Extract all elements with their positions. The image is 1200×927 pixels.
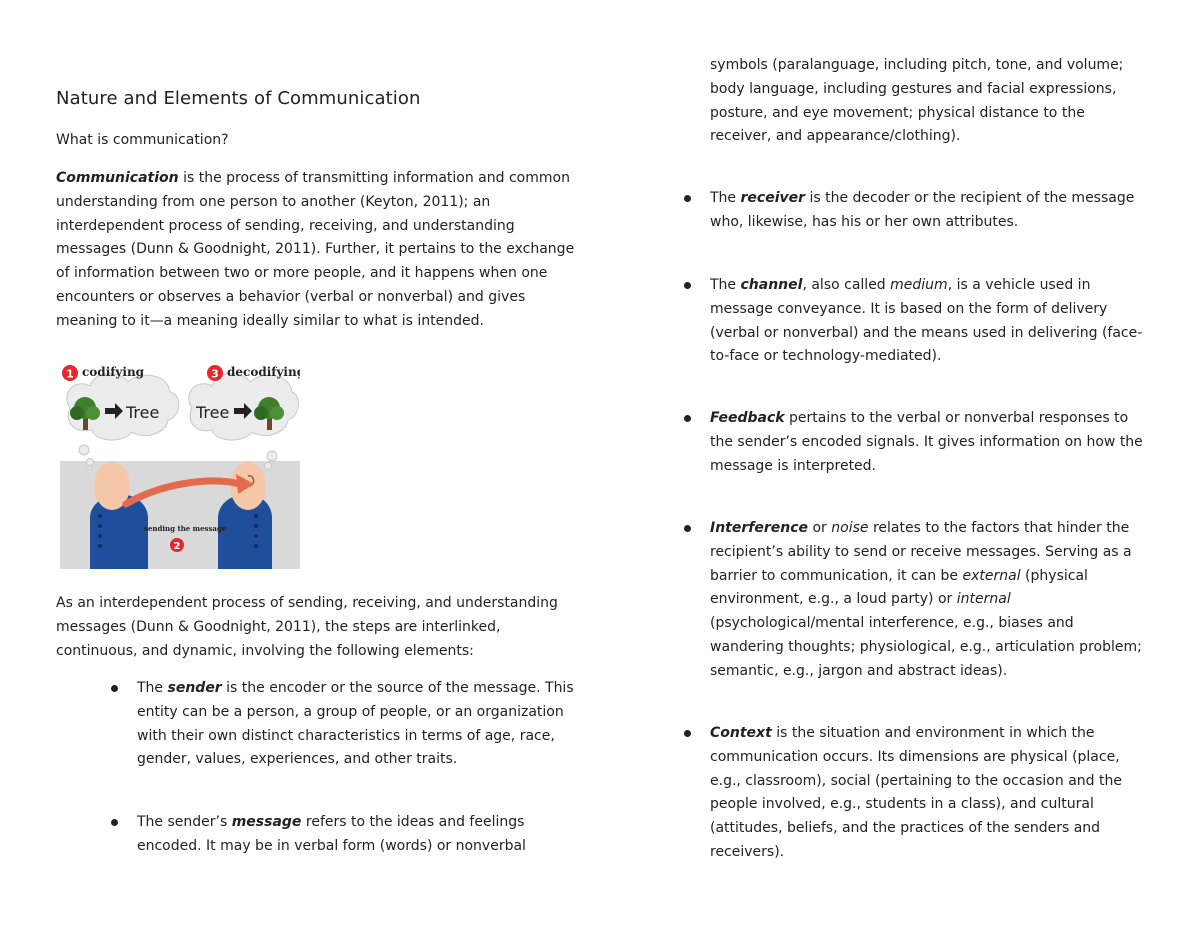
- term-message: message: [231, 814, 302, 830]
- term-channel: channel: [740, 277, 803, 293]
- term-context: Context: [710, 725, 772, 741]
- list-item-feedback: Feedback pertains to the verbal or nonverbal responses to the sender’s encoded signals. It gives information on how the message is interpreted.: [710, 407, 1150, 478]
- intro-paragraph: Communication is the process of transmitting information and common understanding from one person to another (Keyton, 2011); an interdependent process of sending, receiving, and understanding messages (Dunn & Goodnight, 2011). Further, it pertains to the exchange of information between two or more people, and it happens when one encounters or observes a behavior (verbal or nonverbal) and gives meaning to it—a meaning ideally similar to what is intended.: [56, 170, 575, 329]
- list-item-receiver: The receiver is the decoder or the recipient of the message who, likewise, has his or her own attributes.: [710, 187, 1150, 235]
- term-sender: sender: [167, 680, 222, 696]
- communication-diagram: [60, 358, 300, 570]
- term-feedback: Feedback: [710, 410, 785, 426]
- elements-paragraph: As an interdependent process of sending, receiving, and understanding messages (Dunn & Goodnight, 2011), the steps are interlinked, continuous, and dynamic, involving the following elements:: [56, 595, 558, 659]
- svg-text:3: 3: [211, 367, 219, 381]
- right-bubble-word: Tree: [196, 403, 230, 422]
- page-title: Nature and Elements of Communication: [56, 88, 421, 109]
- communication-process-figure: [60, 358, 300, 570]
- section-question: What is communication?: [56, 132, 229, 148]
- bullet-icon: [684, 525, 691, 532]
- term-interference: Interference: [710, 520, 809, 536]
- list-item-message: The sender’s message refers to the ideas and feelings encoded. It may be in verbal form (words) or nonverbal: [137, 811, 577, 859]
- list-item-channel: The channel, also called medium, is a vehicle used in message conveyance. It is based on the form of delivery (verbal or nonverbal) and the means used in delivering (face-to-face or technology-mediated).: [710, 274, 1150, 369]
- term-receiver: receiver: [740, 190, 806, 206]
- bullet-icon: [684, 415, 691, 422]
- step3-label: decodifying: [227, 365, 300, 379]
- step2-label: sending the message: [144, 524, 227, 533]
- list-item-context: Context is the situation and environment in which the communication occurs. Its dimensions are physical (place, e.g., classroom), social (pertaining to the occasion and the people involved, e.g., students in a class), and cultural (attitudes, beliefs, and the practices of the senders and receivers).: [710, 722, 1150, 865]
- term-communication: Communication: [56, 170, 179, 186]
- list-item-interference: Interference or noise relates to the factors that hinder the recipient’s ability to send or receive messages. Serving as a barrier to communication, it can be external (physical environment, e.g., a loud party) or internal (psychological/mental interference, e.g., biases and wandering thoughts; physiological, e.g., articulation problem; semantic, e.g., jargon and abstract ideas).: [710, 517, 1150, 684]
- svg-text:2: 2: [173, 541, 181, 552]
- list-item-sender: The sender is the encoder or the source of the message. This entity can be a person, a group of people, or an organization with their own distinct characteristics in terms of age, race, gender, values, experiences, and other traits.: [137, 677, 577, 772]
- bullet-icon: [684, 730, 691, 737]
- left-thought-bubble: [67, 373, 179, 465]
- svg-text:1: 1: [66, 367, 74, 381]
- bullet-icon: [111, 819, 118, 826]
- bullet-icon: [684, 282, 691, 289]
- left-bubble-word: Tree: [126, 403, 160, 422]
- bullet-icon: [684, 195, 691, 202]
- message-continued: symbols (paralanguage, including pitch, tone, and volume; body language, including gestures and facial expressions, posture, and eye movement; physical distance to the receiver, and appearance/clothing).: [710, 57, 1124, 145]
- step1-label: codifying: [82, 365, 145, 379]
- bullet-icon: [111, 685, 118, 692]
